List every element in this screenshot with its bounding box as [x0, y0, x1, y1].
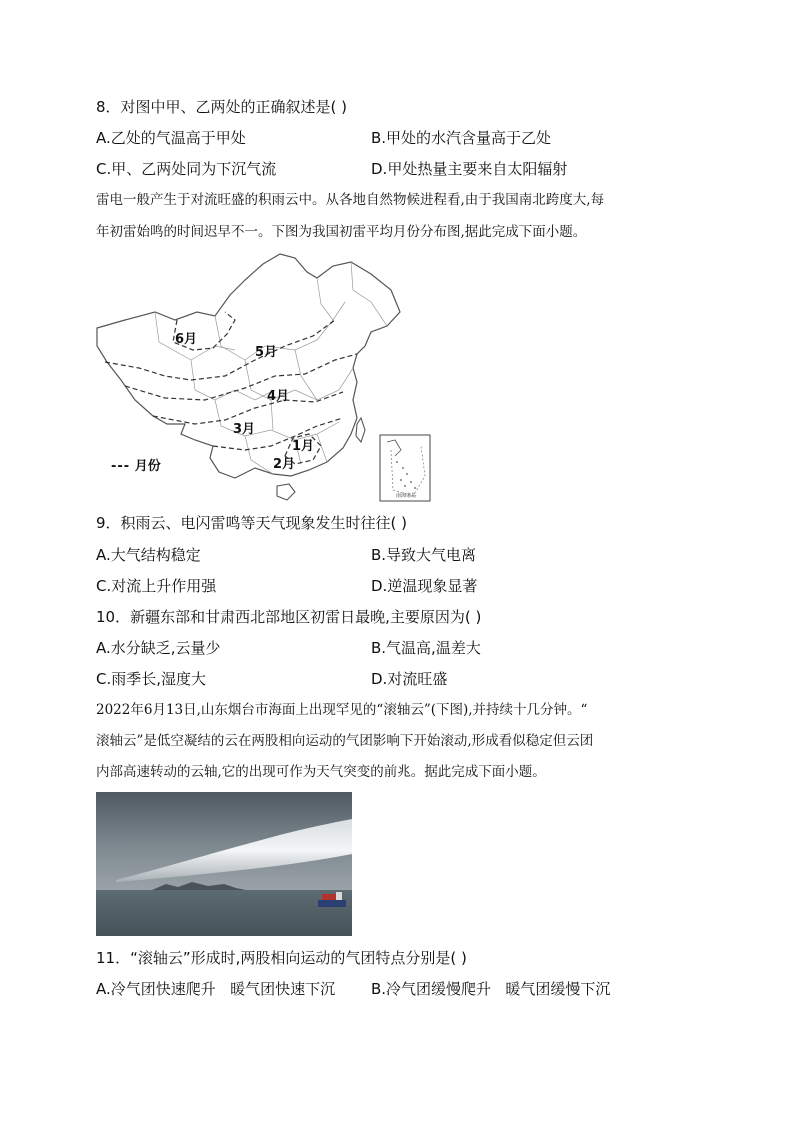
passage1-line2: 年初雷始鸣的时间迟早不一。下图为我国初雷平均月份分布图,据此完成下面小题。 — [96, 224, 587, 240]
inset-label: 南海诸岛 — [396, 493, 417, 499]
hainan-outline — [277, 484, 295, 500]
q8-option-d: D.甲处热量主要来自太阳辐射 — [371, 160, 568, 178]
q8-option-a: A.乙处的气温高于甲处 — [96, 129, 246, 147]
map-label-february: 2月 — [273, 457, 296, 472]
q10-option-d: D.对流旺盛 — [371, 670, 448, 688]
map-label-january: 1月 — [292, 439, 315, 454]
q10-option-a: A.水分缺乏,云量少 — [96, 639, 221, 657]
q9-option-c: C.对流上升作用强 — [96, 577, 217, 595]
map-legend-label: 月份 — [134, 459, 161, 474]
q9-option-b: B.导致大气电离 — [371, 546, 477, 564]
q10-stem: 10．新疆东部和甘肃西北部地区初雷日最晚,主要原因为( ) — [96, 608, 482, 626]
passage2-line3: 内部高速转动的云轴,它的出现可作为天气突变的前兆。据此完成下面小题。 — [96, 764, 546, 780]
q8-option-c: C.甲、乙两处同为下沉气流 — [96, 160, 277, 178]
taiwan-outline — [356, 418, 365, 442]
q11-option-a: A.冷气团快速爬升 暖气团快速下沉 — [96, 980, 336, 998]
q9-option-d: D.逆温现象显著 — [371, 577, 478, 595]
q9-option-a: A.大气结构稳定 — [96, 546, 201, 564]
passage2-line1: 2022年6月13日,山东烟台市海面上出现罕见的“滚轴云”(下图),并持续十几分钟。“ — [96, 702, 588, 718]
map-label-april: 4月 — [267, 389, 290, 404]
q11-option-b: B.冷气团缓慢爬升 暖气团缓慢下沉 — [371, 980, 611, 998]
passage1-line1: 雷电一般产生于对流旺盛的积雨云中。从各地自然物候进程看,由于我国南北跨度大,每 — [96, 192, 605, 208]
q8-option-b: B.甲处的水汽含量高于乙处 — [371, 129, 552, 147]
map-label-june: 6月 — [175, 332, 198, 347]
roll-cloud-photo — [96, 792, 352, 936]
map-legend: --- 月份 — [111, 459, 161, 474]
q10-option-b: B.气温高,温差大 — [371, 639, 481, 657]
map-label-march: 3月 — [233, 422, 256, 437]
ship — [318, 892, 346, 907]
china-first-thunder-map — [95, 250, 440, 505]
china-outline — [97, 254, 400, 478]
q10-option-c: C.雨季长,湿度大 — [96, 670, 207, 688]
passage2-line2: 滚轴云”是低空凝结的云在两股相向运动的气团影响下开始滚动,形成看似稳定但云团 — [96, 733, 594, 749]
map-label-may: 5月 — [255, 345, 278, 360]
q9-stem: 9．积雨云、电闪雷鸣等天气现象发生时往往( ) — [96, 514, 408, 532]
q11-stem: 11．“滚轴云”形成时,两股相向运动的气团特点分别是( ) — [96, 949, 467, 967]
q8-stem: 8．对图中甲、乙两处的正确叙述是( ) — [96, 98, 348, 116]
